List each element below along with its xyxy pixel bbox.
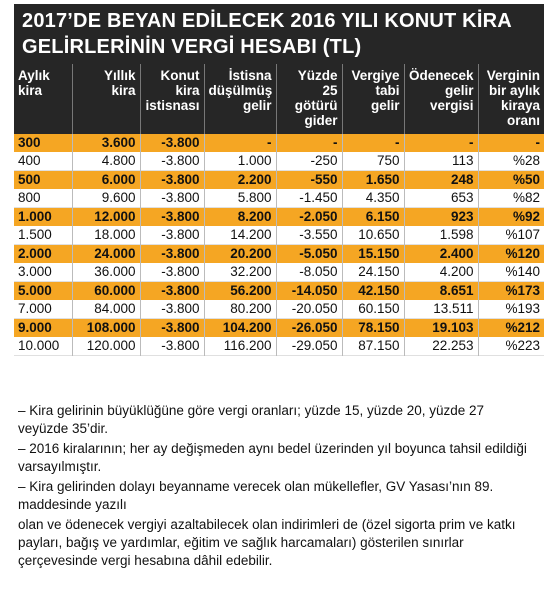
- table-cell: -20.050: [276, 300, 342, 319]
- table-row: [14, 171, 544, 190]
- table-cell: 108.000: [72, 319, 140, 338]
- column-header-line: Konut: [160, 68, 200, 83]
- table-cell: 2.000: [14, 245, 72, 264]
- column-header-line: kira: [18, 83, 43, 98]
- table-cell: -3.800: [140, 319, 204, 338]
- rent-tax-table: [14, 64, 544, 356]
- column-header: [276, 64, 342, 134]
- table-cell: -5.050: [276, 245, 342, 264]
- table-cell: %107: [478, 226, 544, 245]
- table-cell: 7.000: [14, 300, 72, 319]
- table-cell: 800: [14, 189, 72, 208]
- column-header: [140, 64, 204, 134]
- table-cell: %193: [478, 300, 544, 319]
- table-cell: 78.150: [342, 319, 404, 338]
- footnote: olan ve ödenecek vergiyi azaltabilecek olan indirimleri de (özel sigorta prim ve katkı payları, bağış ve yardımlar, eğitim ve sağlık harcamaları) gösterilen sınırlar çerçevesinde vergi hesabına dâhil edebilir.: [18, 517, 516, 568]
- column-header-line: kiraya: [500, 98, 540, 113]
- table-cell: 300: [14, 134, 72, 152]
- table-cell: %212: [478, 319, 544, 338]
- table-body: [14, 134, 544, 356]
- table-cell: 9.000: [14, 319, 72, 338]
- table-cell: 24.150: [342, 263, 404, 282]
- table-cell: 1.500: [14, 226, 72, 245]
- table-cell: %50: [478, 171, 544, 190]
- table-row: [14, 189, 544, 208]
- table-cell: 2.200: [204, 171, 276, 190]
- table-cell: 84.000: [72, 300, 140, 319]
- table-cell: %223: [478, 337, 544, 356]
- table-cell: 1.000: [14, 208, 72, 227]
- column-header-line: bir aylık: [488, 83, 540, 98]
- table-cell: 104.200: [204, 319, 276, 338]
- table-row: [14, 134, 544, 152]
- header-row: [14, 64, 544, 134]
- table-cell: -3.800: [140, 189, 204, 208]
- table-cell: -: [276, 134, 342, 152]
- column-header-line: vergisi: [429, 98, 474, 113]
- table-cell: 60.150: [342, 300, 404, 319]
- table-cell: 36.000: [72, 263, 140, 282]
- table-cell: 14.200: [204, 226, 276, 245]
- table-cell: 2.400: [404, 245, 478, 264]
- column-header-line: düşülmüş: [208, 83, 273, 98]
- column-header-line: tabi: [375, 83, 400, 98]
- table-cell: 4.800: [72, 152, 140, 171]
- table-cell: 87.150: [342, 337, 404, 356]
- footnotes: [18, 402, 538, 572]
- table-cell: -3.800: [140, 134, 204, 152]
- table-cell: 24.000: [72, 245, 140, 264]
- table-cell: -2.050: [276, 208, 342, 227]
- table-cell: 42.150: [342, 282, 404, 301]
- table-row: [14, 208, 544, 227]
- footnote: – Kira gelirinin büyüklüğüne göre vergi oranları; yüzde 15, yüzde 20, yüzde 27 veyüzde 35’dir.: [18, 403, 485, 436]
- table-cell: 923: [404, 208, 478, 227]
- table-cell: 19.103: [404, 319, 478, 338]
- table-cell: 10.000: [14, 337, 72, 356]
- table-cell: -1.450: [276, 189, 342, 208]
- table-cell: %173: [478, 282, 544, 301]
- table-cell: 10.650: [342, 226, 404, 245]
- table-cell: -14.050: [276, 282, 342, 301]
- column-header-line: götürü: [294, 98, 338, 113]
- table-cell: 500: [14, 171, 72, 190]
- table-cell: 5.000: [14, 282, 72, 301]
- table-cell: %120: [478, 245, 544, 264]
- table-cell: 6.000: [72, 171, 140, 190]
- table-cell: 6.150: [342, 208, 404, 227]
- table-cell: 113: [404, 152, 478, 171]
- column-header-line: kira: [175, 83, 200, 98]
- table-cell: %82: [478, 189, 544, 208]
- table-cell: -3.800: [140, 245, 204, 264]
- table-cell: 248: [404, 171, 478, 190]
- column-header: [14, 64, 72, 134]
- table-cell: 400: [14, 152, 72, 171]
- table-row: [14, 300, 544, 319]
- table-cell: -3.800: [140, 337, 204, 356]
- footnote: – Kira gelirinden dolayı beyanname verecek olan mükellefler, GV Yasası’nın 89. maddesinde yazılı: [18, 479, 494, 512]
- column-header-line: gelir: [444, 83, 474, 98]
- table-cell: 20.200: [204, 245, 276, 264]
- table-cell: 3.600: [72, 134, 140, 152]
- column-header-line: Yıllık: [103, 68, 136, 83]
- table-cell: -: [478, 134, 544, 152]
- table-cell: 60.000: [72, 282, 140, 301]
- footnote: – 2016 kiralarının; her ay değişmeden aynı bedel üzerinden yıl boyunca tahsil edildiği varsayılmıştır.: [18, 441, 527, 474]
- table-cell: -550: [276, 171, 342, 190]
- table-cell: -: [404, 134, 478, 152]
- column-header-line: gelir: [370, 98, 400, 113]
- table-cell: -3.800: [140, 300, 204, 319]
- column-header-line: İstisna: [228, 68, 272, 83]
- table-cell: -3.800: [140, 171, 204, 190]
- table-row: [14, 226, 544, 245]
- table-cell: -3.800: [140, 282, 204, 301]
- table-cell: 1.598: [404, 226, 478, 245]
- table-cell: 1.650: [342, 171, 404, 190]
- table-cell: -29.050: [276, 337, 342, 356]
- table-title: [14, 4, 544, 64]
- table-cell: -26.050: [276, 319, 342, 338]
- table-cell: -3.800: [140, 208, 204, 227]
- table-cell: 80.200: [204, 300, 276, 319]
- table-cell: 116.200: [204, 337, 276, 356]
- column-header-line: Ödenecek: [408, 68, 474, 83]
- table-cell: 12.000: [72, 208, 140, 227]
- table-cell: %28: [478, 152, 544, 171]
- table-row: [14, 245, 544, 264]
- table-cell: -250: [276, 152, 342, 171]
- table-cell: 5.800: [204, 189, 276, 208]
- column-header-line: oranı: [506, 113, 540, 128]
- table-cell: -: [342, 134, 404, 152]
- table-cell: 4.350: [342, 189, 404, 208]
- table-cell: -3.550: [276, 226, 342, 245]
- column-header-line: Vergiye: [351, 68, 400, 83]
- column-header-line: Verginin: [486, 68, 540, 83]
- table-cell: 22.253: [404, 337, 478, 356]
- column-header-line: gider: [304, 113, 338, 128]
- column-header-line: gelir: [242, 98, 272, 113]
- column-header-line: Yüzde 25: [297, 68, 338, 98]
- table-cell: -8.050: [276, 263, 342, 282]
- column-header-line: kira: [111, 83, 136, 98]
- table-cell: 32.200: [204, 263, 276, 282]
- table-cell: -3.800: [140, 152, 204, 171]
- table-row: [14, 282, 544, 301]
- table-cell: 9.600: [72, 189, 140, 208]
- table-row: [14, 263, 544, 282]
- table-cell: -3.800: [140, 226, 204, 245]
- table-cell: 18.000: [72, 226, 140, 245]
- table-cell: 1.000: [204, 152, 276, 171]
- table-cell: 750: [342, 152, 404, 171]
- column-header: [478, 64, 544, 134]
- table-row: [14, 319, 544, 338]
- table-cell: 13.511: [404, 300, 478, 319]
- title-line-1: 2017’DE BEYAN EDİLECEK 2016 YILI KONUT KİRA: [22, 10, 512, 32]
- column-header: [204, 64, 276, 134]
- table-cell: 120.000: [72, 337, 140, 356]
- table-cell: 8.651: [404, 282, 478, 301]
- table-cell: 3.000: [14, 263, 72, 282]
- table-cell: %92: [478, 208, 544, 227]
- title-line-2: GELİRLERİNİN VERGİ HESABI (TL): [22, 36, 362, 58]
- table-cell: 4.200: [404, 263, 478, 282]
- table-row: [14, 152, 544, 171]
- table-cell: %140: [478, 263, 544, 282]
- table-cell: 8.200: [204, 208, 276, 227]
- table-row: [14, 337, 544, 356]
- column-header: [72, 64, 140, 134]
- column-header-line: istisnası: [145, 98, 200, 113]
- column-header-line: Aylık: [18, 68, 50, 83]
- column-header: [342, 64, 404, 134]
- table-cell: -: [204, 134, 276, 152]
- table-cell: 15.150: [342, 245, 404, 264]
- column-header: [404, 64, 478, 134]
- table-cell: -3.800: [140, 263, 204, 282]
- table-cell: 56.200: [204, 282, 276, 301]
- table-cell: 653: [404, 189, 478, 208]
